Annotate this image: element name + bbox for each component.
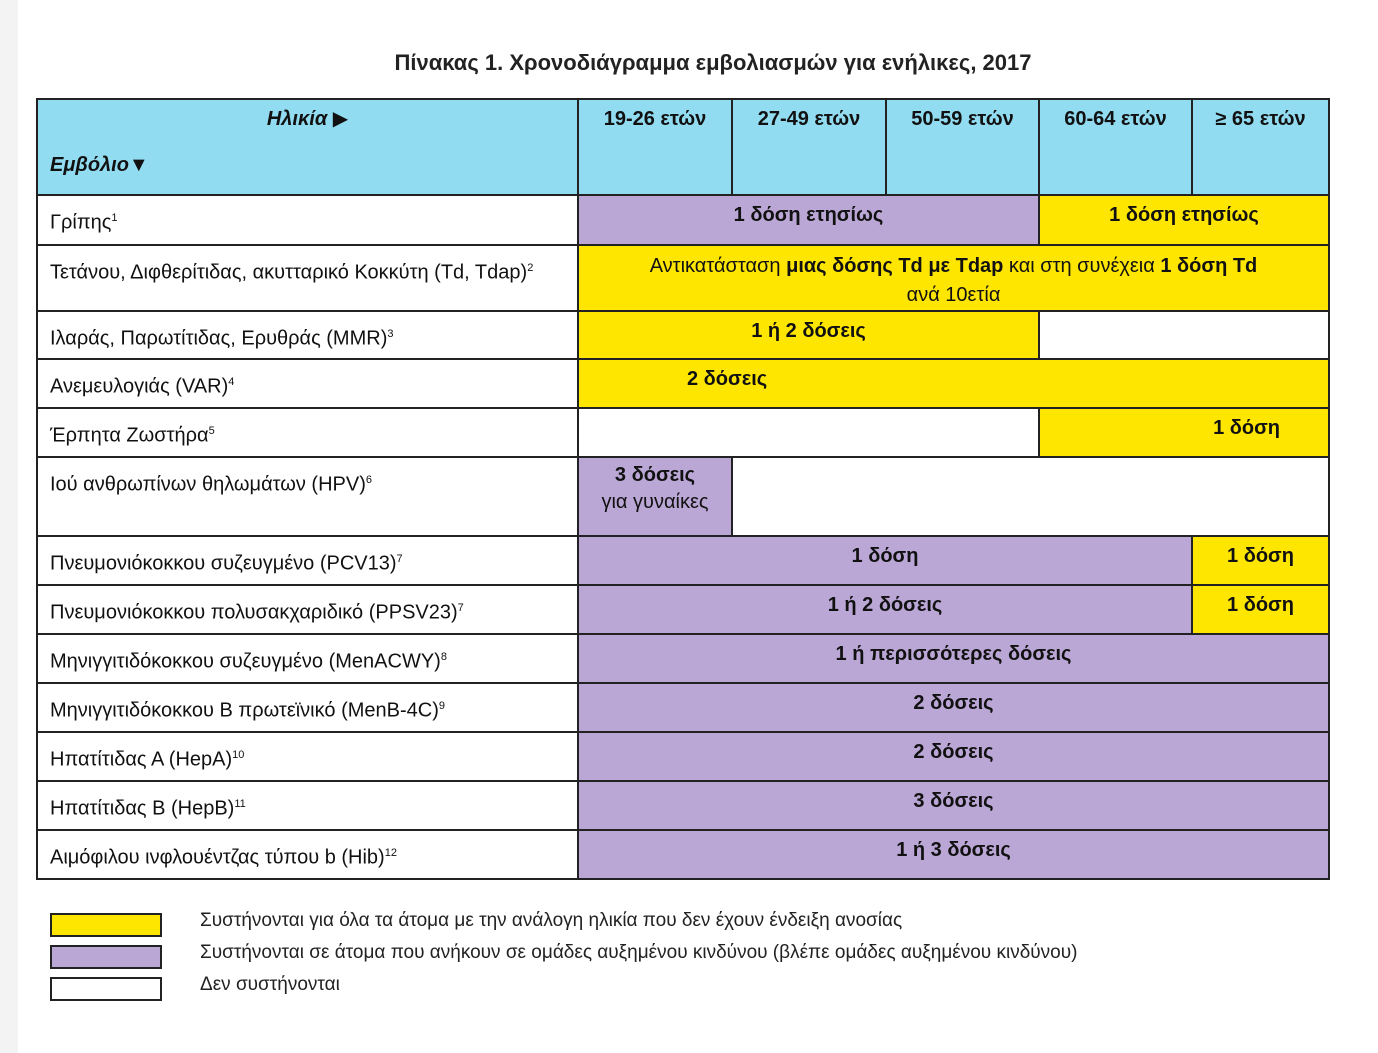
dose-cell: 1 δόση: [1192, 585, 1329, 634]
table-title: Πίνακας 1. Χρονοδιάγραμμα εμβολιασμών για ενήλικες, 2017: [394, 50, 1032, 75]
legend-swatch-white: [50, 977, 162, 1001]
dose-cell: 1 ή 2 δόσεις: [578, 585, 1192, 634]
vaccination-schedule-table: [36, 98, 1330, 880]
legend-text: Συστήνονται σε άτομα που ανήκουν σε ομάδες αυξημένου κινδύνου (βλέπε ομάδες αυξημένου κινδύνου): [200, 942, 1078, 963]
table-row: [37, 457, 1329, 536]
dose-cell: 1 ή 2 δόσεις: [578, 311, 1039, 359]
dose-cell: 3 δόσεις: [578, 781, 1329, 830]
dose-cell: 1 δόση: [578, 536, 1192, 585]
vaccine-label: Εμβόλιο▼: [50, 154, 149, 176]
header-corner-cell: [37, 99, 578, 195]
vaccine-name: Αιμόφιλου ινφλουέντζας τύπου b (Hib)$^{12}$: [37, 830, 578, 879]
dose-cell-empty: [578, 408, 1039, 457]
vaccine-name: Μηνιγγιτιδόκοκκου συζευγμένο (MenACWY)$^8$: [37, 634, 578, 683]
age-group-4: 60-64 ετών: [1039, 99, 1192, 195]
table-row: [37, 195, 1329, 245]
vaccine-name: Ηπατίτιδας Α (HepA)$^{10}$: [37, 732, 578, 781]
age-group-5: ≥ 65 ετών: [1192, 99, 1329, 195]
table-row: [37, 359, 1329, 408]
vaccine-name: Γρίπης$^1$: [37, 195, 578, 245]
document-page: [18, 0, 1378, 1053]
age-group-2: 27-49 ετών: [732, 99, 886, 195]
table-row: [37, 830, 1329, 879]
age-group-1: 19-26 ετών: [578, 99, 732, 195]
legend-text: Δεν συστήνονται: [200, 974, 340, 995]
vaccine-name: Τετάνου, Διφθερίτιδας, ακυτταρικό Κοκκύτη (Td, Tdap)$^2$: [37, 245, 578, 311]
dose-cell: 2 δόσεις: [578, 359, 1329, 408]
dose-cell: 1 δόση ετησίως: [578, 195, 1039, 245]
table-row: [37, 311, 1329, 359]
vaccine-name: Ιού ανθρωπίνων θηλωμάτων (HPV)$^6$: [37, 457, 578, 536]
age-label: Ηλικία ▶: [266, 108, 349, 130]
age-group-3: 50-59 ετών: [886, 99, 1039, 195]
dose-cell: 1 ή 3 δόσεις: [578, 830, 1329, 879]
table-row: [37, 781, 1329, 830]
table-row: [37, 683, 1329, 732]
dose-cell: 2 δόσεις: [578, 732, 1329, 781]
vaccine-name: Ιλαράς, Παρωτίτιδας, Ερυθράς (MMR)$^3$: [37, 311, 578, 359]
vaccine-name: Πνευμονιόκοκκου συζευγμένο $(PCV13)^7$: [37, 536, 578, 585]
table-row: [37, 408, 1329, 457]
table-row: [37, 732, 1329, 781]
table-row: [37, 245, 1329, 311]
dose-cell: Αντικατάσταση μιας δόσης Td με Tdap και στη συνέχεια 1 δόση Td ανά 10ετία: [578, 245, 1329, 311]
legend-swatch-purple: [50, 945, 162, 969]
dose-cell-empty: [1039, 311, 1329, 359]
vaccine-name: Ηπατίτιδας Β (HepB)$^{11}$: [37, 781, 578, 830]
table-row: [37, 585, 1329, 634]
vaccine-name: Έρπητα Ζωστήρα$^5$: [37, 408, 578, 457]
vaccine-name: Πνευμονιόκοκκου πολυσακχαριδικό (PPSV23)$^7$: [37, 585, 578, 634]
dose-cell: 1 δόση ετησίως: [1039, 195, 1329, 245]
legend-text: Συστήνονται για όλα τα άτομα με την ανάλογη ηλικία που δεν έχουν ένδειξη ανοσίας: [200, 910, 903, 931]
dose-cell: 1 δόση: [1192, 536, 1329, 585]
dose-cell: 2 δόσεις: [578, 683, 1329, 732]
dose-cell: 1 ή περισσότερες δόσεις: [578, 634, 1329, 683]
vaccine-name: Ανεμευλογιάς (VAR)$^4$: [37, 359, 578, 408]
dose-cell: 3 δόσεις για γυναίκες: [578, 457, 732, 536]
dose-cell-empty: [732, 457, 1329, 536]
vaccine-name: Μηνιγγιτιδόκοκκου Β πρωτεϊνικό (MenB-4C)$^9$: [37, 683, 578, 732]
table-row: [37, 634, 1329, 683]
header-row: [37, 99, 1329, 195]
table-row: [37, 536, 1329, 585]
dose-cell: 1 δόση: [1039, 408, 1329, 457]
legend-swatch-yellow: [50, 913, 162, 937]
